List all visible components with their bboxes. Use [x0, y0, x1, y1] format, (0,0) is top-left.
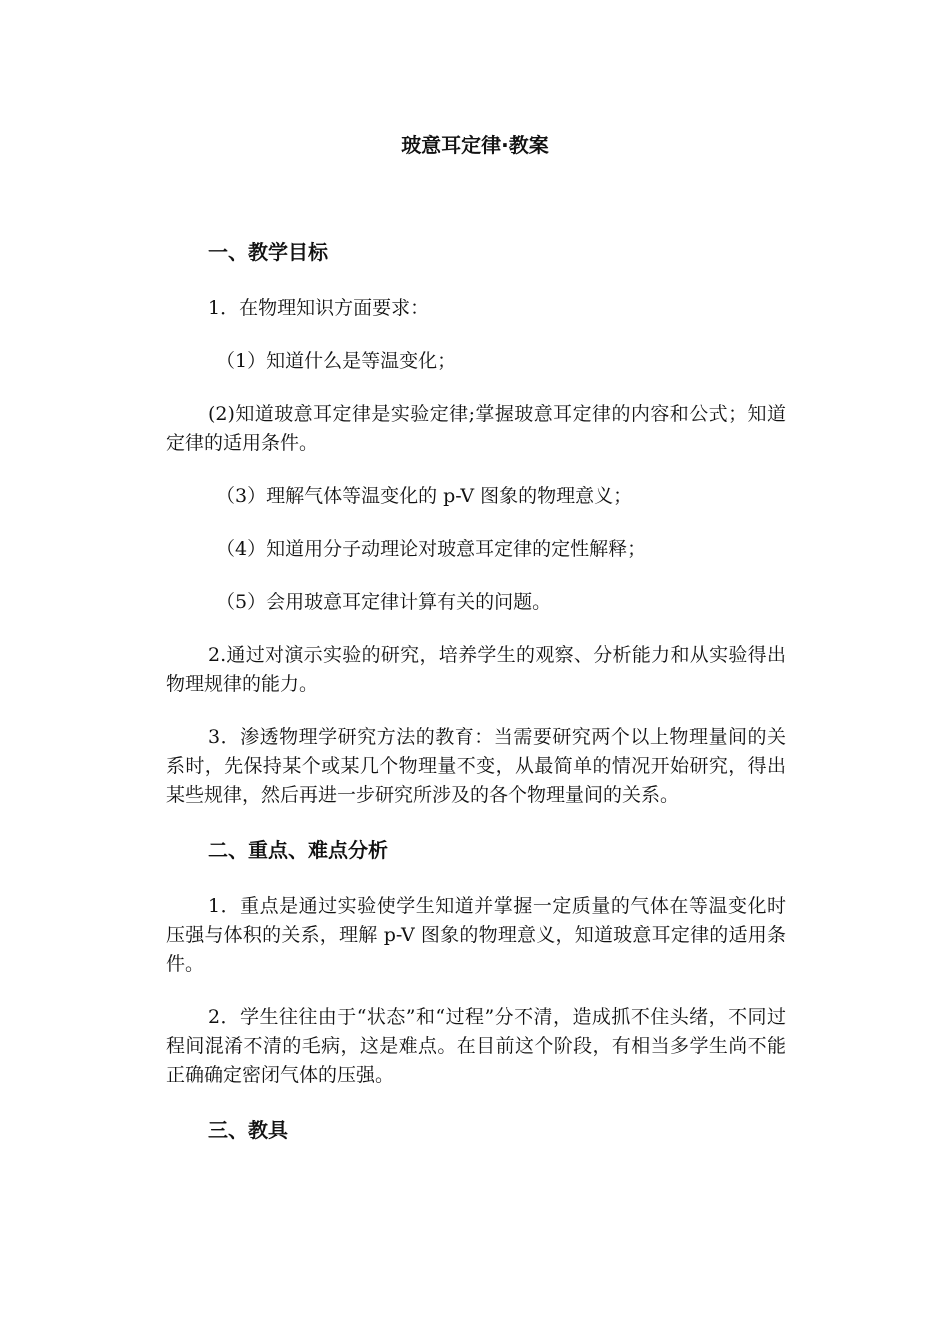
paragraph-objective-1: （1）知道什么是等温变化； — [216, 350, 457, 372]
paragraph-objective-knowledge: 1．在物理知识方面要求： — [208, 297, 430, 319]
section-heading-key-points: 二、重点、难点分析 — [208, 838, 388, 862]
section-heading-objectives: 一、教学目标 — [208, 240, 328, 264]
paragraph-objective-5: （5）会用玻意耳定律计算有关的问题。 — [216, 591, 552, 613]
paragraph-objective-3: （3）理解气体等温变化的 p-V 图象的物理意义； — [216, 485, 633, 507]
paragraph-objective-method: 3．渗透物理学研究方法的教育：当需要研究两个以上物理量间的关系时，先保持某个或某几个物理量不变，从最简单的情况开始研究，得出某些规律，然后再进一步研究所涉及的各个物理量间的关系。 — [166, 726, 786, 806]
document-title: 玻意耳定律·教案 — [401, 133, 549, 157]
paragraph-objective-4: （4）知道用分子动理论对玻意耳定律的定性解释； — [216, 538, 647, 560]
section-heading-teaching-aids: 三、教具 — [208, 1118, 288, 1142]
document-body — [166, 236, 786, 1172]
paragraph-difficulty: 2．学生往往由于“状态”和“过程”分不清，造成抓不住头绪，不同过程间混淆不清的毛病，这是难点。在目前这个阶段，有相当多学生尚不能正确确定密闭气体的压强。 — [166, 1006, 786, 1086]
paragraph-objective-2: (2)知道玻意耳定律是实验定律;掌握玻意耳定律的内容和公式；知道定律的适用条件。 — [166, 403, 786, 454]
paragraph-objective-ability: 2.通过对演示实验的研究，培养学生的观察、分析能力和从实验得出物理规律的能力。 — [166, 644, 786, 695]
paragraph-key-point: 1．重点是通过实验使学生知道并掌握一定质量的气体在等温变化时压强与体积的关系，理解 p-V 图象的物理意义，知道玻意耳定律的适用条件。 — [166, 895, 786, 975]
